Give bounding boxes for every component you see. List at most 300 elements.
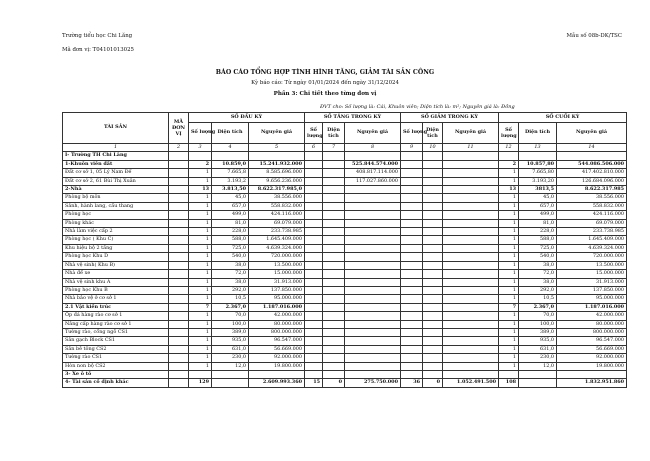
header-asset: TÀI SẢN: [63, 113, 169, 144]
dec-cost: [443, 152, 499, 160]
dec-qty: [401, 295, 423, 303]
dec-qty: [401, 202, 423, 210]
inc-qty: [305, 152, 323, 160]
inc-cost: [345, 194, 401, 202]
inc-cost: [345, 303, 401, 311]
close-qty: 1: [499, 219, 519, 227]
open-area: 228,0: [212, 228, 249, 236]
open-cost: 69.079.000: [249, 219, 305, 227]
dec-cost: [443, 194, 499, 202]
inc-area: [323, 362, 345, 370]
open-cost: [249, 152, 305, 160]
inc-qty: [305, 160, 323, 168]
inc-cost: 408.817.114.000: [345, 169, 401, 177]
asset-name: Sân gạch Block CS1: [63, 337, 169, 345]
inc-qty: [305, 177, 323, 185]
asset-name: Tường rào CS1: [63, 354, 169, 362]
table-row: [63, 370, 627, 378]
table-row: [63, 253, 627, 261]
inc-qty: [305, 328, 323, 336]
dec-qty: [401, 228, 423, 236]
dec-qty: [401, 337, 423, 345]
close-cost: 13.500.000: [557, 261, 627, 269]
asset-report-table: [62, 112, 627, 388]
header-cost: Nguyên giá: [557, 123, 627, 144]
uom-code: [169, 270, 189, 278]
close-cost: 19.800.000: [557, 362, 627, 370]
open-cost: 56.669.000: [249, 345, 305, 353]
dec-area: [423, 295, 443, 303]
header-area: Diện tích: [519, 123, 557, 144]
close-cost: 720.000.000: [557, 253, 627, 261]
open-qty: 1: [189, 202, 212, 210]
dec-area: [423, 345, 443, 353]
inc-area: [323, 169, 345, 177]
uom-code: [169, 228, 189, 236]
dec-area: [423, 186, 443, 194]
table-row: [63, 270, 627, 278]
dec-qty: [401, 253, 423, 261]
table-row: [63, 186, 627, 194]
inc-area: [323, 236, 345, 244]
uom-code: [169, 320, 189, 328]
inc-qty: [305, 362, 323, 370]
dec-cost: [443, 244, 499, 252]
asset-name: Phòng bộ môn: [63, 194, 169, 202]
open-area: 3.813,50: [212, 186, 249, 194]
inc-cost: [345, 286, 401, 294]
header-qty: Số lượng: [305, 123, 323, 144]
uom-code: [169, 303, 189, 311]
inc-area: [323, 244, 345, 252]
asset-name: Nhà vệ sinh khu A: [63, 278, 169, 286]
header-area: Diện tích: [423, 123, 443, 144]
open-qty: [189, 152, 212, 160]
open-cost: 42.000.000: [249, 312, 305, 320]
open-area: 389,0: [212, 328, 249, 336]
close-qty: 1: [499, 337, 519, 345]
dec-qty: [401, 270, 423, 278]
inc-qty: [305, 270, 323, 278]
dec-qty: 36: [401, 379, 423, 387]
school-name: Trường tiểu học Chi Lăng: [62, 33, 133, 39]
close-cost: 15.000.000: [557, 270, 627, 278]
inc-qty: [305, 370, 323, 378]
close-area: 10,5: [519, 295, 557, 303]
inc-cost: [345, 219, 401, 227]
inc-qty: [305, 337, 323, 345]
dec-area: [423, 270, 443, 278]
asset-name: Khu hiệu bộ 2 tầng: [63, 244, 169, 252]
open-qty: 1: [189, 244, 212, 252]
dec-area: [423, 169, 443, 177]
asset-name: Tường rào, cổng ngõ CS1: [63, 328, 169, 336]
table-row: [63, 177, 627, 185]
uom-code: [169, 370, 189, 378]
inc-qty: [305, 211, 323, 219]
header-qty: Số lượng: [499, 123, 519, 144]
asset-name: Phòng học ( Khu C): [63, 236, 169, 244]
header-cost: Nguyên giá: [345, 123, 401, 144]
inc-cost: [345, 244, 401, 252]
asset-name: 3- Xe ô tô: [63, 370, 169, 378]
dec-area: [423, 362, 443, 370]
dec-cost: [443, 253, 499, 261]
open-area: 292,0: [212, 286, 249, 294]
uom-code: [169, 219, 189, 227]
header-qty: Số lượng: [401, 123, 423, 144]
uom-code: [169, 152, 189, 160]
table-row: [63, 328, 627, 336]
dec-area: [423, 278, 443, 286]
open-area: 7.665,8: [212, 169, 249, 177]
close-qty: [499, 152, 519, 160]
close-qty: 1: [499, 261, 519, 269]
uom-code: [169, 236, 189, 244]
dec-area: [423, 354, 443, 362]
open-cost: 92.000.000: [249, 354, 305, 362]
close-area: 3.193,20: [519, 177, 557, 185]
close-cost: 424.116.000: [557, 211, 627, 219]
dec-cost: 1.052.491.500: [443, 379, 499, 387]
inc-qty: [305, 228, 323, 236]
column-index: 7: [323, 144, 345, 152]
table-row: [63, 244, 627, 252]
header-increase: SỐ TĂNG TRONG KỲ: [305, 113, 401, 123]
open-cost: 137.850.000: [249, 286, 305, 294]
open-qty: 1: [189, 328, 212, 336]
open-cost: 15.241.932.000: [249, 160, 305, 168]
table-row: [63, 286, 627, 294]
close-qty: 2: [499, 160, 519, 168]
close-qty: 1: [499, 362, 519, 370]
inc-area: [323, 278, 345, 286]
open-cost: 80.000.000: [249, 320, 305, 328]
open-cost: 1.187.016.000: [249, 303, 305, 311]
dec-cost: [443, 186, 499, 194]
inc-cost: [345, 228, 401, 236]
close-area: 38,0: [519, 278, 557, 286]
close-qty: 1: [499, 194, 519, 202]
close-area: 12,0: [519, 362, 557, 370]
table-row: [63, 303, 627, 311]
dec-area: [423, 194, 443, 202]
open-qty: 1: [189, 236, 212, 244]
asset-name: Đất cơ sở 1, 05 Lý Nam Đế: [63, 169, 169, 177]
table-row: [63, 219, 627, 227]
uom-code: [169, 160, 189, 168]
inc-qty: [305, 312, 323, 320]
close-area: 72,0: [519, 270, 557, 278]
close-qty: 1: [499, 328, 519, 336]
inc-area: [323, 303, 345, 311]
asset-name: Phòng học: [63, 211, 169, 219]
dec-qty: [401, 160, 423, 168]
dec-cost: [443, 354, 499, 362]
open-qty: 7: [189, 303, 212, 311]
table-row: [63, 211, 627, 219]
inc-qty: 15: [305, 379, 323, 387]
close-area: 3813,5: [519, 186, 557, 194]
close-qty: 1: [499, 177, 519, 185]
open-qty: 1: [189, 270, 212, 278]
dec-cost: [443, 211, 499, 219]
inc-qty: [305, 202, 323, 210]
uom-code: [169, 177, 189, 185]
dec-qty: [401, 211, 423, 219]
inc-area: [323, 186, 345, 194]
asset-name: Nhà để xe: [63, 270, 169, 278]
open-qty: 1: [189, 362, 212, 370]
close-cost: 69.079.000: [557, 219, 627, 227]
asset-name: Sân bê tông CS2: [63, 345, 169, 353]
open-cost: 38.556.000: [249, 194, 305, 202]
uom-code: [169, 345, 189, 353]
close-area: 389,0: [519, 328, 557, 336]
inc-cost: [345, 152, 401, 160]
column-index: 2: [169, 144, 189, 152]
close-qty: 1: [499, 354, 519, 362]
open-qty: 1: [189, 354, 212, 362]
dec-qty: [401, 370, 423, 378]
dec-cost: [443, 328, 499, 336]
column-index: 6: [305, 144, 323, 152]
inc-cost: [345, 236, 401, 244]
open-cost: 2.609.993.360: [249, 379, 305, 387]
close-cost: 31.913.000: [557, 278, 627, 286]
open-area: 540,0: [212, 253, 249, 261]
close-qty: 1: [499, 202, 519, 210]
open-qty: 1: [189, 253, 212, 261]
dec-area: [423, 312, 443, 320]
dec-area: [423, 236, 443, 244]
close-cost: 800.000.000: [557, 328, 627, 336]
open-qty: 2: [189, 160, 212, 168]
close-qty: 7: [499, 303, 519, 311]
inc-area: [323, 261, 345, 269]
inc-cost: [345, 202, 401, 210]
close-cost: 417.402.810.000: [557, 169, 627, 177]
close-area: 228,0: [519, 228, 557, 236]
open-qty: 1: [189, 337, 212, 345]
dec-area: [423, 219, 443, 227]
close-area: 70,0: [519, 312, 557, 320]
inc-area: [323, 219, 345, 227]
inc-cost: [345, 354, 401, 362]
header-cost: Nguyên giá: [443, 123, 499, 144]
dec-area: [423, 244, 443, 252]
close-qty: 1: [499, 295, 519, 303]
close-cost: 8.622.317.985: [557, 186, 627, 194]
uom-code: [169, 337, 189, 345]
table-row: [63, 362, 627, 370]
open-cost: 9.656.236.000: [249, 177, 305, 185]
open-qty: 1: [189, 169, 212, 177]
dec-cost: [443, 278, 499, 286]
table-row: [63, 160, 627, 168]
inc-qty: [305, 244, 323, 252]
asset-name: 4- Tài sản cố định khác: [63, 379, 169, 387]
dec-area: [423, 253, 443, 261]
inc-area: [323, 345, 345, 353]
close-area: 657,0: [519, 202, 557, 210]
dec-qty: [401, 261, 423, 269]
asset-name: 2.1 Vật kiến trúc: [63, 303, 169, 311]
form-number: Mẫu số 08b-DK/TSC: [566, 33, 622, 39]
open-area: [212, 379, 249, 387]
asset-name: Đất cơ sở 2, 61 Bùi Thị Xuân: [63, 177, 169, 185]
inc-cost: [345, 370, 401, 378]
open-area: 3.193,2: [212, 177, 249, 185]
dec-qty: [401, 186, 423, 194]
open-area: 12,0: [212, 362, 249, 370]
table-row: [63, 169, 627, 177]
dec-area: [423, 303, 443, 311]
column-index: 3: [189, 144, 212, 152]
uom-code: [169, 278, 189, 286]
open-qty: 1: [189, 219, 212, 227]
open-cost: 95.000.000: [249, 295, 305, 303]
uom-code: [169, 202, 189, 210]
inc-area: [323, 337, 345, 345]
uom-code: [169, 328, 189, 336]
dec-qty: [401, 345, 423, 353]
inc-qty: [305, 253, 323, 261]
column-index-row: [63, 144, 627, 152]
inc-qty: [305, 186, 323, 194]
uom-code: [169, 211, 189, 219]
column-index: 13: [519, 144, 557, 152]
dec-area: [423, 370, 443, 378]
column-index: 5: [249, 144, 305, 152]
open-qty: 1: [189, 228, 212, 236]
inc-area: [323, 160, 345, 168]
unit-code: Mã đơn vị: T04101013025: [62, 47, 134, 53]
header-closing: SỐ CUỐI KỲ: [499, 113, 627, 123]
dec-area: [423, 177, 443, 185]
open-cost: 96.547.000: [249, 337, 305, 345]
dec-qty: [401, 219, 423, 227]
close-area: [519, 379, 557, 387]
table-row: [63, 194, 627, 202]
inc-qty: [305, 169, 323, 177]
dec-qty: [401, 169, 423, 177]
dec-cost: [443, 362, 499, 370]
dec-cost: [443, 228, 499, 236]
open-area: 81,0: [212, 219, 249, 227]
dec-cost: [443, 286, 499, 294]
dec-area: [423, 328, 443, 336]
close-qty: 1: [499, 312, 519, 320]
open-area: [212, 152, 249, 160]
dec-qty: [401, 177, 423, 185]
open-area: 2.367,0: [212, 303, 249, 311]
header-qty: Số lượng: [189, 123, 212, 144]
inc-area: [323, 328, 345, 336]
inc-cost: 275.750.000: [345, 379, 401, 387]
open-cost: 13.500.000: [249, 261, 305, 269]
inc-area: [323, 354, 345, 362]
inc-cost: [345, 312, 401, 320]
asset-name: I- Trường TH Chi Lăng: [63, 152, 169, 160]
dec-area: [423, 152, 443, 160]
open-cost: 31.913.000: [249, 278, 305, 286]
table-row: [63, 337, 627, 345]
dec-qty: [401, 244, 423, 252]
inc-area: 0: [323, 379, 345, 387]
close-qty: 1: [499, 345, 519, 353]
open-area: 38,0: [212, 278, 249, 286]
close-cost: 1.832.951.860: [557, 379, 627, 387]
asset-name: 2-Nhà: [63, 186, 169, 194]
open-cost: [249, 370, 305, 378]
dec-area: [423, 228, 443, 236]
inc-cost: [345, 362, 401, 370]
close-cost: 544.086.506.000: [557, 160, 627, 168]
open-qty: 129: [189, 379, 212, 387]
close-cost: 56.669.000: [557, 345, 627, 353]
dec-qty: [401, 312, 423, 320]
dec-cost: [443, 236, 499, 244]
inc-area: [323, 312, 345, 320]
asset-name: Phòng học Khu D: [63, 253, 169, 261]
asset-name: 1-Khuôn viên đất: [63, 160, 169, 168]
asset-name: Phòng khác: [63, 219, 169, 227]
close-area: 725,0: [519, 244, 557, 252]
close-cost: 38.556.000: [557, 194, 627, 202]
close-qty: 1: [499, 211, 519, 219]
asset-name: Hòn non bộ CS2: [63, 362, 169, 370]
asset-name: Sảnh, hành lang, cầu thang: [63, 202, 169, 210]
inc-area: [323, 253, 345, 261]
close-area: 935,0: [519, 337, 557, 345]
uom-code: [169, 244, 189, 252]
open-area: 499,0: [212, 211, 249, 219]
asset-name: Phòng học Khu B: [63, 286, 169, 294]
inc-qty: [305, 354, 323, 362]
close-area: 10.857,80: [519, 160, 557, 168]
dec-cost: [443, 295, 499, 303]
dec-qty: [401, 278, 423, 286]
uom-code: [169, 253, 189, 261]
open-cost: 8.622.317.985,0: [249, 186, 305, 194]
table-row: [63, 345, 627, 353]
close-qty: 1: [499, 270, 519, 278]
table-row: [63, 379, 627, 387]
uom-code: [169, 194, 189, 202]
dec-cost: [443, 270, 499, 278]
open-qty: 1: [189, 286, 212, 294]
report-part: Phần 3: Chi tiết theo từng đơn vị: [273, 91, 377, 97]
close-area: 7.665,80: [519, 169, 557, 177]
inc-cost: [345, 261, 401, 269]
asset-name: Nhà làm việc cấp 2: [63, 228, 169, 236]
close-area: 100,0: [519, 320, 557, 328]
close-qty: 1: [499, 244, 519, 252]
close-area: 230,0: [519, 354, 557, 362]
open-cost: 558.832.000: [249, 202, 305, 210]
table-row: [63, 261, 627, 269]
open-cost: 15.000.000: [249, 270, 305, 278]
dec-cost: [443, 303, 499, 311]
dec-cost: [443, 219, 499, 227]
report-period: Kỳ báo cáo: Từ ngày 01/01/2024 đến ngày 31/12/2024: [251, 80, 399, 86]
close-area: [519, 152, 557, 160]
close-area: 292,0: [519, 286, 557, 294]
open-cost: 4.639.324.000: [249, 244, 305, 252]
close-area: 540,0: [519, 253, 557, 261]
inc-cost: [345, 345, 401, 353]
